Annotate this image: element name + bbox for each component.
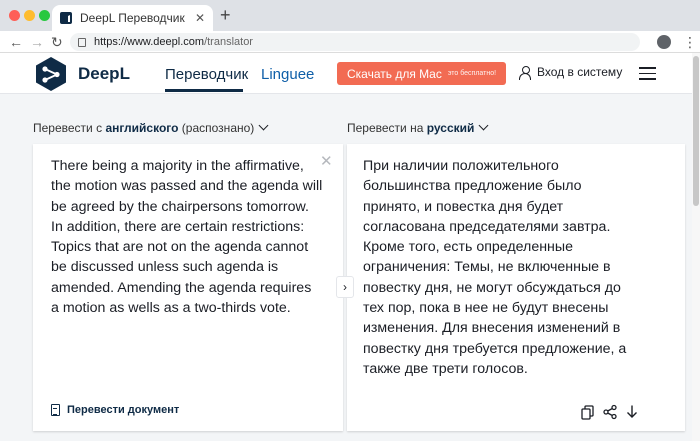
tab-close-icon[interactable]: ✕ [194,11,205,25]
download-mac-label: Скачать для Mac [347,66,442,81]
nav-tab-linguee[interactable]: Linguee [261,66,315,83]
login-link[interactable] [519,65,622,79]
clear-text-icon[interactable]: ✕ [320,153,333,170]
source-language-selector[interactable]: Перевести с английского (распознано) [33,121,267,135]
target-language: русский [426,121,475,135]
hamburger-menu-icon[interactable] [639,67,656,80]
browser-tab[interactable] [52,5,213,31]
document-icon [51,404,60,416]
url-field[interactable] [70,33,640,51]
new-tab-button[interactable]: + [220,5,231,25]
chevron-down-icon [479,121,489,131]
forward-arrow-icon[interactable]: → [30,34,44,50]
scrollbar-thumb[interactable] [693,56,699,206]
download-icon[interactable] [624,404,640,420]
window-maximize-button[interactable] [39,10,50,21]
browser-menu-icon[interactable]: ⋮ [683,34,697,50]
copy-icon[interactable] [580,404,596,420]
reload-icon[interactable]: ↻ [51,34,63,50]
free-badge: это бесплатно! [447,70,497,77]
swap-languages-button[interactable]: › [336,276,354,298]
translate-document-button[interactable] [51,404,179,416]
tab-title: DeepL Переводчик [80,11,185,25]
deepl-favicon-icon [60,12,72,24]
translate-document-label: Перевести документ [67,404,180,416]
url-text: https://www.deepl.com/translator [94,36,253,48]
profile-avatar-icon[interactable] [657,35,671,49]
login-label: Вход в систему [537,65,623,79]
chevron-down-icon [259,121,269,131]
lock-icon [78,38,86,47]
window-minimize-button[interactable] [24,10,35,21]
back-arrow-icon[interactable]: ← [9,34,23,50]
browser-tab-bar [0,0,700,31]
active-tab-indicator [165,89,243,92]
deepl-logo-icon[interactable] [33,56,69,92]
source-text-panel[interactable] [33,144,343,431]
user-icon [519,66,531,79]
target-text-panel [347,144,685,431]
window-close-button[interactable] [9,10,20,21]
nav-tab-translator[interactable]: Переводчик [165,66,249,83]
source-text-input[interactable]: There being a majority in the affirmative, the motion was passed and the agenda will be agreed by the chairpersons tomorrow. In addition, there are certain restrictions: Topics that are not on the agenda cannot be discussed unless such agenda is amended. Amending the agenda requires a motion as wells as a two-thirds vote. [51,158,323,317]
brand-name[interactable]: DeepL [78,64,130,83]
download-mac-button[interactable] [337,62,506,85]
target-language-selector[interactable]: Перевести на русский [347,121,487,135]
share-icon[interactable] [602,404,618,420]
address-bar [0,31,700,53]
source-language: английского [105,121,179,135]
translated-text: При наличии положительного большинства предложение было принято, и повестка дня будет согласована председателями завтра. Кроме того, есть определенные ограничения: Темы, не включенные в повестку дня, не могут обсуждаться до тех пор, пока в нее не будут внесены изменения. Для внесения изменений в повестку дня требуется предложение, а также две трети голосов. [363,158,627,377]
